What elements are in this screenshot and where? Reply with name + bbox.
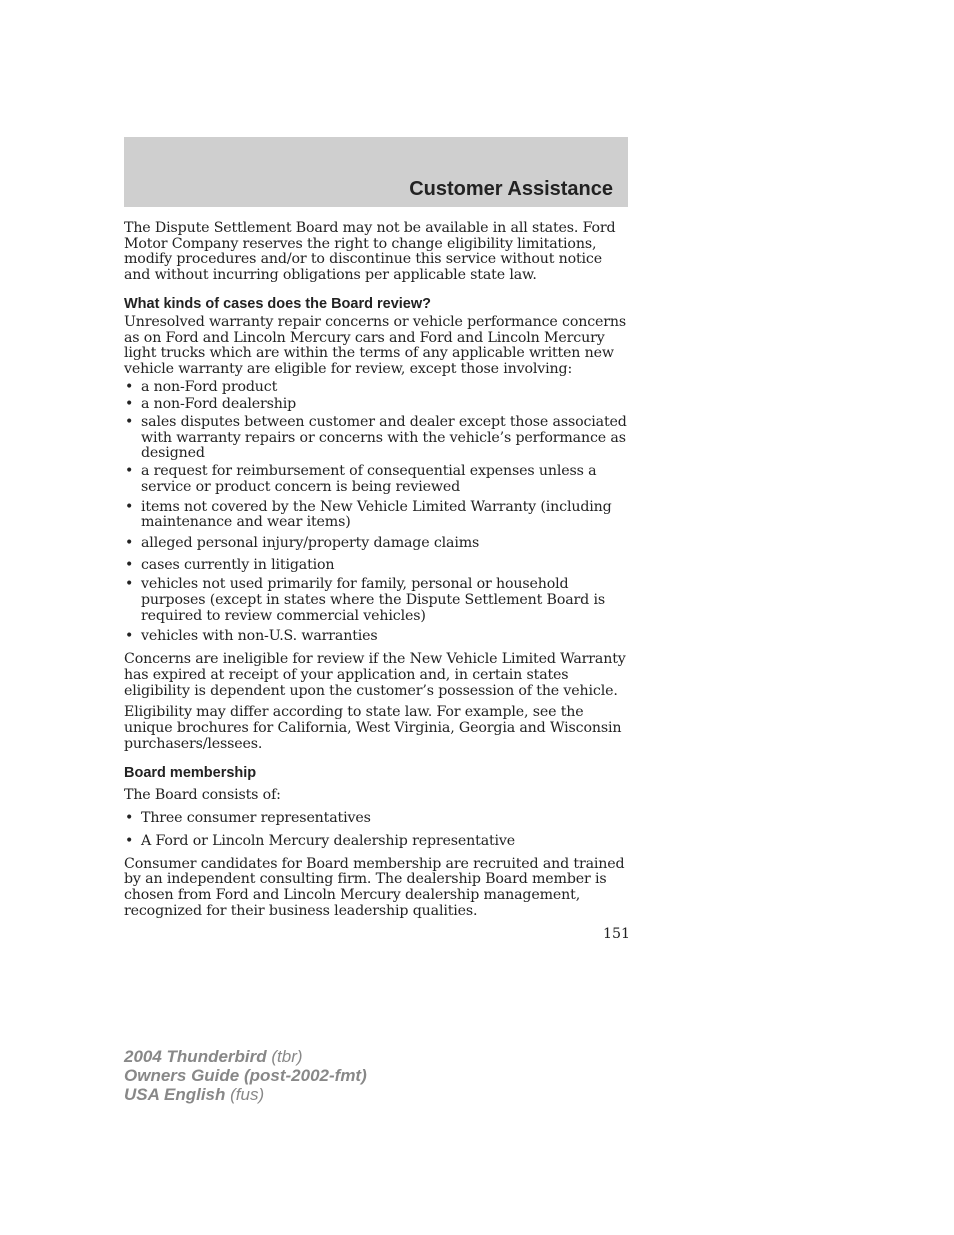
cases-list [124,380,628,646]
document-footer [124,1047,367,1104]
footer-model-code: (tbr) [271,1047,303,1066]
list-item: • alleged personal injury/property damage claims [124,536,628,552]
cases-paragraph: Unresolved warranty repair concerns or vehicle performance concerns as on Ford and Lincoln Mercury cars and Ford and Lincoln Mercury light trucks which are within the terms of any applicable written new vehicle warranty are eligible for review, except those involving: [124,313,627,377]
list-item: • sales disputes between customer and dealer except those associated with warranty repairs or concerns with the vehicle’s performance as designed [124,415,628,462]
page-number: 151 [603,926,631,942]
consumer-candidates-paragraph: Consumer candidates for Board membership are recruited and trained by an independent consulting firm. The dealership Board member is chosen from Ford and Lincoln Mercury dealership management, recognized for their business leadership qualities. [124,855,625,919]
list-item: • cases currently in litigation [124,558,628,574]
ineligible-paragraph: Concerns are ineligible for review if the New Vehicle Limited Warranty has expired at receipt of your application and, in certain states eligibility is dependent upon the customer’s possession of the vehicle. [124,651,626,699]
footer-language: USA English [124,1085,226,1104]
list-item: • a request for reimbursement of consequential expenses unless a service or product concern is being reviewed [124,464,628,495]
list-item: • Three consumer representatives [124,811,628,827]
list-item: • vehicles with non-U.S. warranties [124,629,628,645]
membership-heading: Board membership [124,765,257,782]
list-item: • vehicles not used primarily for family, personal or household purposes (except in states where the Dispute Settlement Board is required to review commercial vehicles) [124,577,628,624]
cases-heading: What kinds of cases does the Board review? [124,295,431,312]
list-item: • A Ford or Lincoln Mercury dealership representative [124,834,628,850]
footer-line-guide [124,1066,367,1085]
membership-paragraph: The Board consists of: [124,787,281,804]
list-item: • a non-Ford dealership [124,397,628,413]
eligibility-paragraph: Eligibility may differ according to state law. For example, see the unique brochures for California, West Virginia, Georgia and Wisconsin purchasers/lessees. [124,704,622,752]
footer-line-language [124,1085,367,1104]
list-item: • a non-Ford product [124,380,628,396]
footer-model: 2004 Thunderbird [124,1047,267,1066]
page-content [124,221,628,919]
footer-guide: Owners Guide (post-2002-fmt) [124,1066,367,1085]
footer-language-code: (fus) [230,1085,265,1104]
membership-list [124,811,628,849]
list-item: • items not covered by the New Vehicle Limited Warranty (including maintenance and wear items) [124,500,628,531]
section-header-band [124,137,628,207]
intro-paragraph: The Dispute Settlement Board may not be available in all states. Ford Motor Company reserves the right to change eligibility limitations, modify procedures and/or to discontinue this service without notice and without incurring obligations per applicable state law. [124,220,616,284]
footer-line-model [124,1047,367,1066]
section-title: Customer Assistance [409,178,613,200]
